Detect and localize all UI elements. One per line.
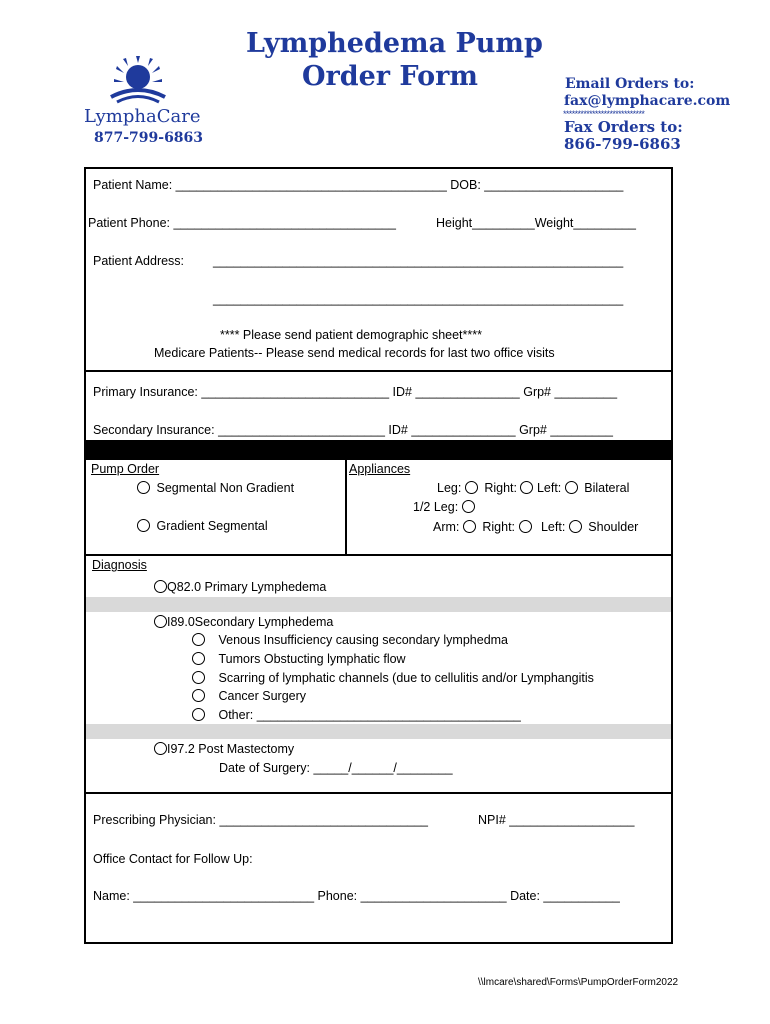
diagnosis-heading: Diagnosis (92, 558, 147, 572)
medicare-notice: Medicare Patients-- Please send medical records for last two office visits (154, 346, 555, 360)
pump-option-gradient-label: Gradient Segmental (156, 519, 268, 533)
diagnosis-sub-option[interactable] (192, 671, 594, 685)
patient-phone-field[interactable]: Patient Phone: ________________________________ (88, 216, 396, 230)
appliances-heading: Appliances (349, 462, 411, 476)
pump-option-gradient[interactable] (137, 519, 268, 533)
patient-address-line2[interactable]: ___________________________________________________________ (213, 292, 624, 306)
fax-number: 866-799-6863 (564, 135, 681, 153)
diagnosis-mastectomy-option[interactable] (154, 742, 294, 756)
pump-option-segmental-label: Segmental Non Gradient (156, 481, 295, 495)
primary-insurance-field[interactable]: Primary Insurance: ___________________________ ID# _______________ Grp# _________ (93, 385, 618, 399)
office-contact-label: Office Contact for Follow Up: (93, 852, 253, 866)
diagnosis-sub-label: Scarring of lymphatic channels (due to cellulitis and/or Lymphangitis (218, 671, 594, 685)
diagnosis-sub-label: Cancer Surgery (218, 689, 307, 703)
radio-icon[interactable] (565, 481, 578, 494)
leg-row (437, 481, 629, 495)
npi-field[interactable]: NPI# __________________ (478, 813, 635, 827)
page-title-line2: Order Form (302, 61, 478, 92)
radio-icon[interactable] (192, 708, 205, 721)
radio-icon[interactable] (569, 520, 582, 533)
arm-row (433, 520, 638, 534)
demographic-notice: **** Please send patient demographic sheet**** (220, 328, 482, 342)
diagnosis-gray-band-1 (86, 597, 671, 612)
diagnosis-other-field[interactable]: Other: ______________________________________ (218, 708, 521, 722)
pump-appliance-divider (345, 458, 347, 555)
separator-stars: **************************** (563, 109, 645, 119)
diagnosis-sub-option[interactable] (192, 689, 306, 703)
pump-order-heading: Pump Order (91, 462, 160, 476)
radio-icon[interactable] (520, 481, 533, 494)
brand-phone: 877-799-6863 (94, 130, 204, 146)
footer-file-path: \\lmcare\shared\Forms\PumpOrderForm2022 (478, 977, 679, 988)
patient-address-line1[interactable]: ___________________________________________________________ (213, 254, 624, 268)
patient-address-label: Patient Address: (93, 254, 185, 268)
diagnosis-sub-option[interactable] (192, 633, 508, 647)
arm-left-label: Left: (540, 520, 566, 534)
radio-icon[interactable] (192, 689, 205, 702)
diagnosis-sub-label: Tumors Obstucting lymphatic flow (218, 652, 406, 666)
leg-right-label: Right: (484, 481, 517, 495)
diagnosis-sub-label: Venous Insufficiency causing secondary lymphedma (218, 633, 509, 647)
radio-icon[interactable] (519, 520, 532, 533)
diagnosis-sub-option[interactable] (192, 652, 406, 666)
arm-shoulder-label: Shoulder (588, 520, 639, 534)
diagnosis-secondary-label: I89.0Secondary Lymphedema (167, 615, 334, 629)
diagnosis-secondary-option[interactable] (154, 615, 333, 629)
radio-icon[interactable] (137, 519, 150, 532)
fax-label: Fax Orders to: (564, 118, 683, 136)
radio-icon[interactable] (154, 742, 167, 755)
logo-mark (103, 55, 173, 105)
radio-icon[interactable] (192, 652, 205, 665)
prescribing-physician-field[interactable]: Prescribing Physician: ______________________________ (93, 813, 428, 827)
email-address: fax@lymphacare.com (564, 93, 731, 109)
diagnosis-primary-option[interactable] (154, 580, 326, 594)
section-divider-bar (84, 440, 673, 459)
email-label: Email Orders to: (565, 76, 695, 92)
arm-label: Arm: (433, 520, 460, 534)
radio-icon[interactable] (137, 481, 150, 494)
radio-icon[interactable] (463, 520, 476, 533)
height-weight-field[interactable]: Height_________Weight_________ (436, 216, 636, 230)
diagnosis-sub-option[interactable] (192, 708, 521, 722)
leg-bilateral-label: Bilateral (584, 481, 630, 495)
secondary-insurance-field[interactable]: Secondary Insurance: ________________________ ID# _______________ Grp# _________ (93, 423, 613, 437)
patient-name-dob-field[interactable]: Patient Name: _______________________________________ DOB: ____________________ (93, 178, 624, 192)
half-leg-row (413, 500, 475, 514)
contact-name-phone-date-field[interactable]: Name: __________________________ Phone: _____________________ Date: ___________ (93, 889, 620, 903)
radio-icon[interactable] (192, 671, 205, 684)
half-leg-label: 1/2 Leg: (413, 500, 459, 514)
diagnosis-mastectomy-label: I97.2 Post Mastectomy (167, 742, 295, 756)
page-title-line1: Lymphedema Pump (246, 28, 543, 59)
radio-icon[interactable] (154, 580, 167, 593)
leg-left-label: Left: (536, 481, 562, 495)
diagnosis-primary-label: Q82.0 Primary Lymphedema (167, 580, 327, 594)
surgery-date-field[interactable]: Date of Surgery: _____/______/________ (219, 761, 453, 775)
brand-name: LymphaCare (84, 106, 201, 127)
arm-right-label: Right: (482, 520, 516, 534)
radio-icon[interactable] (462, 500, 475, 513)
radio-icon[interactable] (154, 615, 167, 628)
radio-icon[interactable] (192, 633, 205, 646)
leg-label: Leg: (437, 481, 462, 495)
diagnosis-gray-band-2 (86, 724, 671, 739)
pump-option-segmental[interactable] (137, 481, 294, 495)
radio-icon[interactable] (465, 481, 478, 494)
